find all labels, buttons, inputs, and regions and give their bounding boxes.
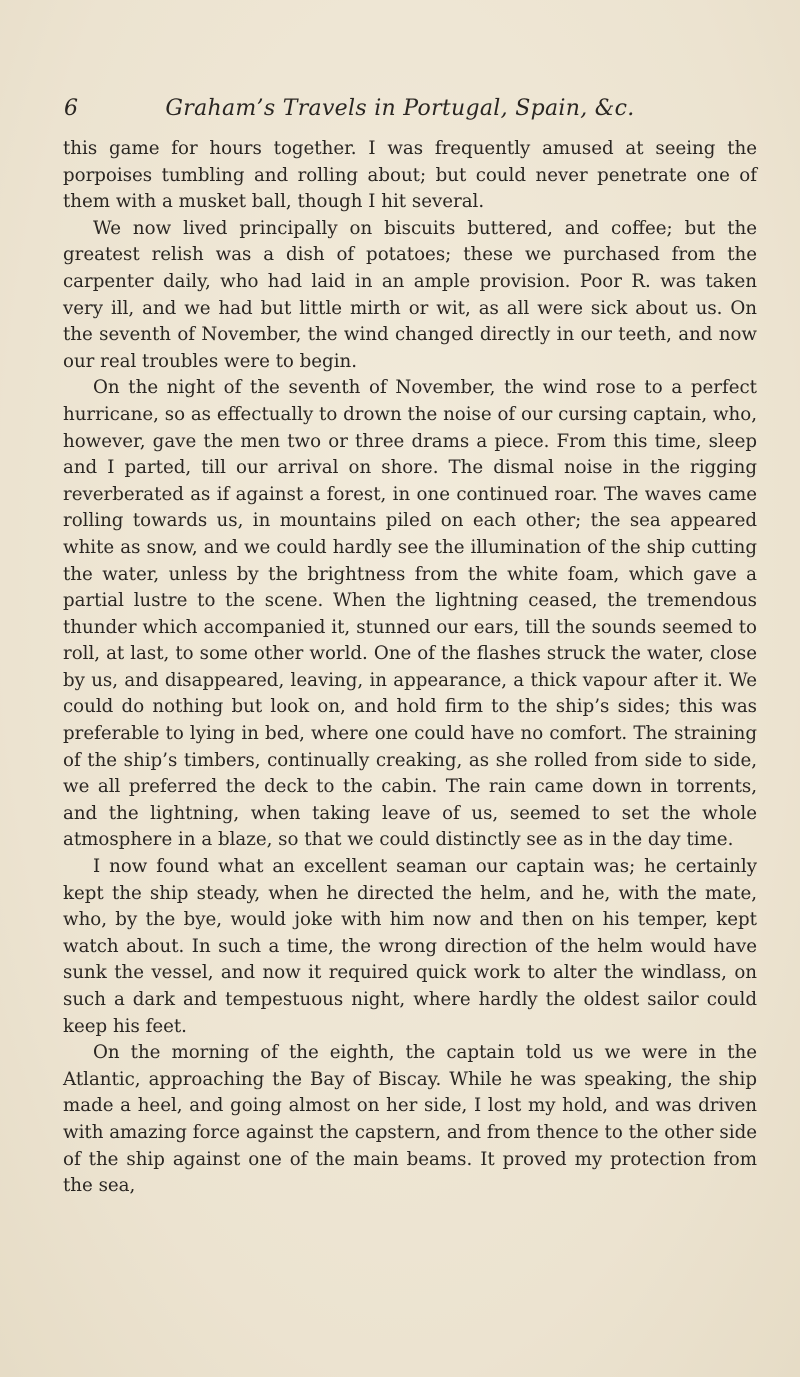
page-number: 6	[64, 96, 78, 121]
running-header	[60, 96, 740, 128]
paragraph: On the night of the seventh of November, the wind rose to a perfect hurricane, so as effectually to drown the noise of our cursing captain, who, however, gave the men two or three drams a piece. From this time, sleep and I parted, till our arrival on shore. The dismal noise in the rigging reverberated as if against a forest, in one continued roar. The waves came rolling towards us, in mountains piled on each other; the sea appeared white as snow, and we could hardly see the illumination of the ship cutting the water, unless by the brightness from the white foam, which gave a partial lustre to the scene. When the lightning ceased, the tremendous thunder which accompanied it, stunned our ears, till the sounds seemed to roll, at last, to some other world. One of the flashes struck the water, close by us, and disappeared, leaving, in appearance, a thick vapour after it. We could do nothing but look on, and hold firm to the ship’s sides; this was preferable to lying in bed, where one could have no comfort. The straining of the ship’s timbers, continually creaking, as she rolled from side to side, we all preferred the deck to the cabin. The rain came down in torrents, and the lightning, when taking leave of us, seemed to set the whole atmosphere in a blaze, so that we could distinctly see as in the day time.	[63, 377, 757, 851]
paragraph: We now lived principally on biscuits buttered, and coffee; but the greatest relish was a dish of potatoes; these we purchased from the carpenter daily, who had laid in an ample provision. Poor R. was taken very ill, and we had but little mirth or wit, as all were sick about us. On the seventh of November, the wind changed directly in our teeth, and now our real troubles were to begin.	[63, 217, 757, 372]
body-text	[63, 136, 757, 1200]
running-title: Graham’s Travels in Portugal, Spain, &c.	[165, 96, 635, 121]
paragraph: this game for hours together. I was frequently amused at seeing the porpoises tumbling and rolling about; but could never penetrate one of them with a musket ball, though I hit several.	[63, 138, 757, 213]
paragraph: I now found what an excellent seaman our captain was; he certainly kept the ship steady, when he directed the helm, and he, with the mate, who, by the bye, would joke with him now and then on his temper, kept watch about. In such a time, the wrong direction of the helm would have sunk the vessel, and now it required quick work to alter the windlass, on such a dark and tempestuous night, where hardly the oldest sailor could keep his feet.	[63, 856, 757, 1037]
paragraph: On the morning of the eighth, the captain told us we were in the Atlantic, approaching the Bay of Biscay. While he was speaking, the ship made a heel, and going almost on her side, I lost my hold, and was driven with amazing force against the capstern, and from thence to the other side of the ship against one of the main beams. It proved my protection from the sea,	[63, 1042, 757, 1197]
